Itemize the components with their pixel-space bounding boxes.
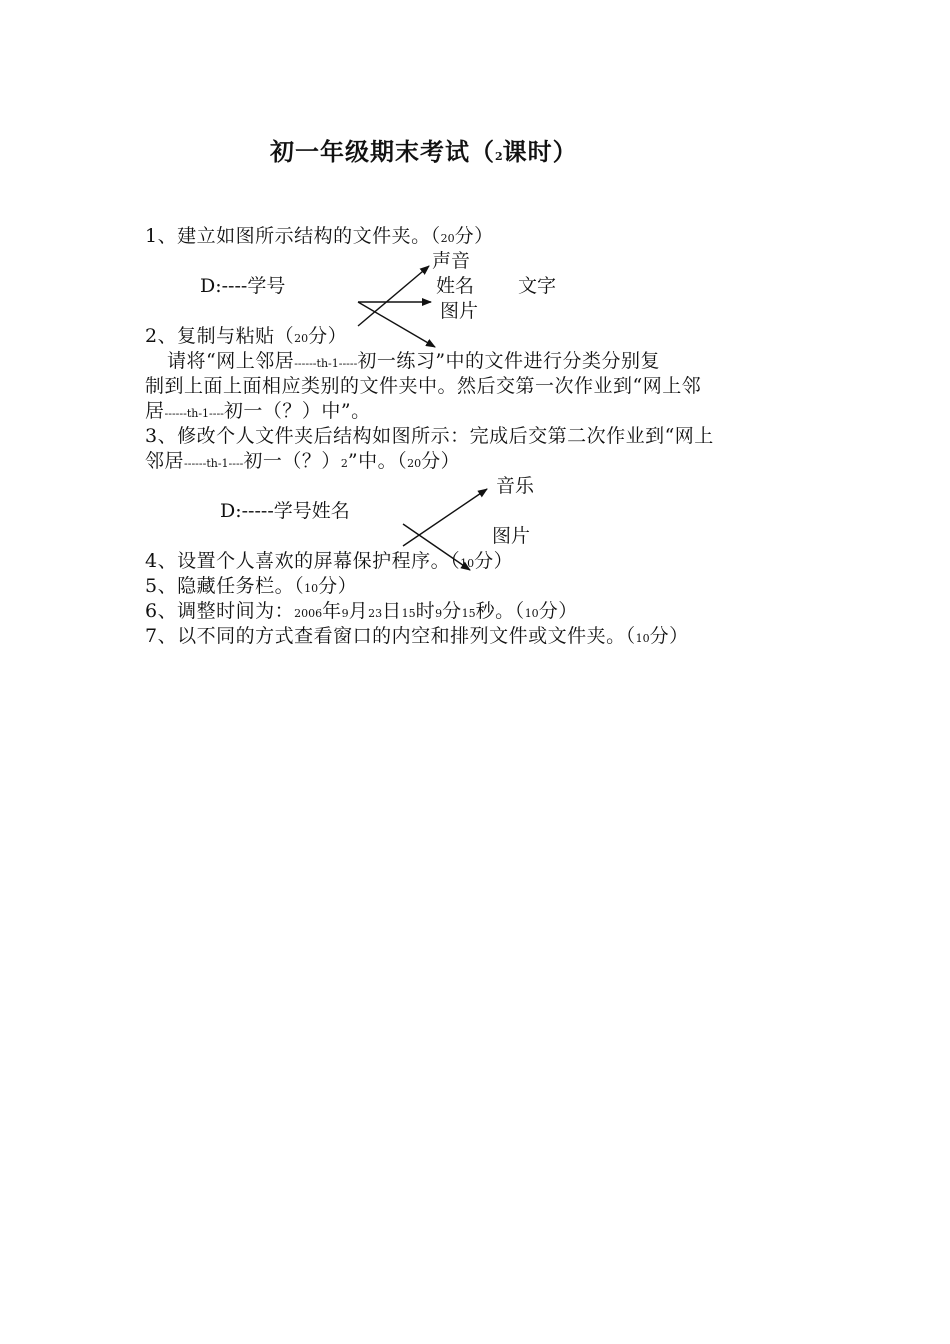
- q6-second: 15: [461, 607, 476, 620]
- q4-score: 10: [460, 557, 475, 570]
- question-6: [145, 599, 578, 626]
- q1-score-unit: 分）: [454, 225, 494, 247]
- q6-month: 9: [341, 607, 349, 620]
- folder-sound: 声音: [432, 250, 471, 272]
- q2-body-line-3: [145, 399, 371, 426]
- q1-score: 20: [440, 232, 455, 245]
- q2-score-unit: 分）: [308, 325, 348, 347]
- page-title: [270, 132, 578, 167]
- q6-year: 2006: [294, 607, 323, 620]
- q5-score: 10: [304, 582, 319, 595]
- q2-body-line-2: 制到上面上面相应类别的文件夹中。然后交第一次作业到“网上邻: [145, 375, 702, 397]
- q2-body-1c: 初一练习”中的文件进行分类分别复: [357, 350, 661, 372]
- q5-score-unit: 分）: [318, 575, 358, 597]
- q6-minute: 9: [435, 607, 443, 620]
- q7-score-unit: 分）: [649, 625, 689, 647]
- q2-body-1b: ------th-1-----: [294, 357, 358, 370]
- arrow-to-picture-1: [358, 302, 435, 347]
- q3-2d: 2: [340, 457, 348, 470]
- q3-score: 20: [407, 457, 422, 470]
- question-1: [145, 224, 494, 251]
- q3-2c: 初一（？）: [243, 450, 341, 472]
- folder-text: 文字: [518, 275, 557, 297]
- q6-minute-unit: 分: [442, 600, 462, 622]
- q6-score-unit: 分）: [538, 600, 578, 622]
- q6-year-unit: 年: [322, 600, 342, 622]
- q3-score-unit: 分）: [421, 450, 461, 472]
- q2-body-3a: 居: [145, 400, 165, 422]
- question-3-line-2: [145, 449, 460, 476]
- question-4: [145, 549, 513, 576]
- q6-hour-unit: 时: [415, 600, 436, 622]
- question-5: [145, 574, 357, 601]
- q1-text: 1、建立如图所示结构的文件夹。（: [145, 225, 441, 247]
- arrow-to-sound: [358, 266, 429, 326]
- q6-day: 23: [368, 607, 383, 620]
- q6-day-unit: 日: [382, 600, 402, 622]
- title-number: 2: [495, 150, 503, 163]
- q3-2a: 邻居: [145, 450, 185, 472]
- q7-text: 7、以不同的方式查看窗口的内空和排列文件或文件夹。（: [145, 625, 636, 647]
- arrow-to-music: [403, 489, 487, 546]
- q5-text: 5、隐藏任务栏。（: [145, 575, 305, 597]
- question-2: [145, 324, 347, 351]
- q6-hour: 15: [401, 607, 416, 620]
- q6-text: 6、调整时间为：: [145, 600, 295, 622]
- folder-picture-2: 图片: [492, 525, 531, 547]
- q6-score: 10: [524, 607, 539, 620]
- q4-score-unit: 分）: [474, 550, 514, 572]
- q7-score: 10: [635, 632, 650, 645]
- q2-body-3b: ------th-1----: [164, 407, 224, 420]
- folder-root-2: D:-----学号姓名: [220, 500, 350, 522]
- folder-name: 姓名: [436, 275, 475, 297]
- q2-body-3c: 初一（？）中”。: [223, 400, 371, 422]
- folder-music: 音乐: [496, 475, 535, 497]
- q2-score: 20: [294, 332, 309, 345]
- q2-body-line-1: [167, 349, 660, 376]
- folder-root-1: D:----学号: [200, 275, 286, 297]
- q3-2b: ------th-1----: [184, 457, 244, 470]
- q2-text: 2、复制与粘贴（: [145, 325, 295, 347]
- question-7: [145, 624, 689, 651]
- q6-month-unit: 月: [348, 600, 369, 622]
- title-text: 初一年级期末考试（: [270, 137, 495, 166]
- q3-2e: ”中。（: [347, 450, 408, 472]
- q6-second-unit: 秒。（: [475, 600, 525, 622]
- title-end: 课时）: [502, 137, 578, 166]
- question-3-line-1: 3、修改个人文件夹后结构如图所示：完成后交第二次作业到“网上: [145, 425, 714, 447]
- folder-picture-1: 图片: [440, 300, 479, 322]
- q4-text: 4、设置个人喜欢的屏幕保护程序。（: [145, 550, 461, 572]
- q2-body-1a: 请将“网上邻居: [167, 350, 295, 372]
